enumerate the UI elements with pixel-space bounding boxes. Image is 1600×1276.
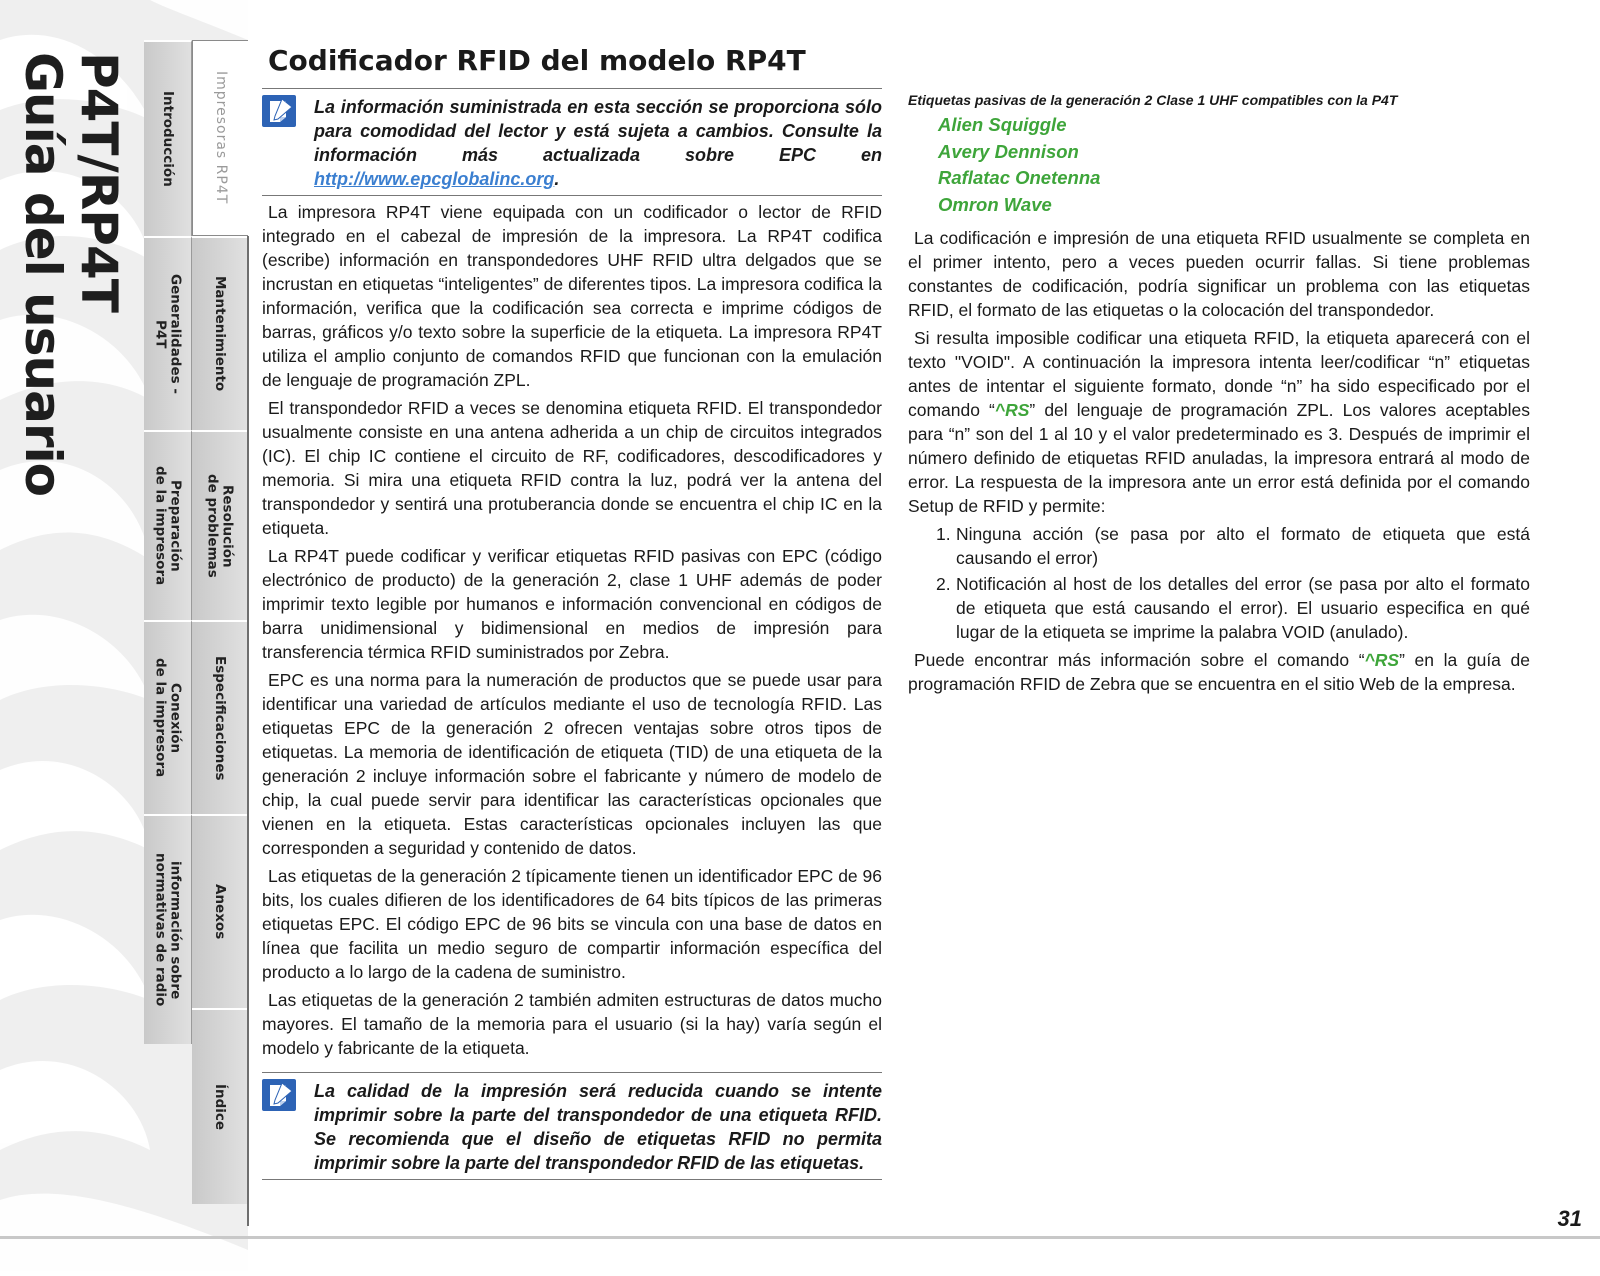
right-paragraph-2 (908, 326, 1530, 518)
tab-label: Mantenimiento (212, 276, 228, 392)
tab-conexion-impresora[interactable] (144, 620, 192, 814)
tab-label: Especificaciones (212, 655, 228, 781)
tab-especificaciones[interactable] (192, 620, 248, 814)
tab-label: Impresoras RP4T (213, 71, 229, 205)
tab-label: Preparación de la impresora (152, 466, 184, 586)
note-icon (262, 95, 296, 127)
note-bottom (262, 1072, 882, 1180)
tab-label: Resolución de problemas (204, 474, 236, 578)
rs-command: ^RS (994, 400, 1030, 420)
document-title (12, 52, 126, 572)
note-icon (262, 1079, 296, 1111)
paragraph-1: La impresora RP4T viene equipada con un codificador o lector de RFID integrado en el cabezal de impresión de la impresora. La RP4T codifica (escribe) información en transpondedores UHF RFID ultra delgados que se incrustan en etiquetas “inteligentes” de diferentes tipos. La impresora codifica la información, verifica que la codificación sea correcta e imprime códigos de barras, gráficos y/o texto sobre la superficie de la etiqueta. La impresora RP4T utiliza el amplio conjunto de comandos RFID que funcionan con la emulación de lenguaje de programación ZPL. (262, 202, 882, 390)
list-item (936, 572, 1530, 644)
note-bottom-text: La calidad de la impresión será reducida cuando se intente imprimir sobre la parte del transpondedor de una etiqueta RFID. Se recomienda que el diseño de etiquetas RFID no permita imprimir sobre la parte del transpondedor RFID de las etiquetas. (314, 1081, 882, 1173)
list-number: 1. (936, 524, 951, 544)
tab-label: Conexión de la impresora (152, 658, 184, 778)
right-p2-before: Si resulta imposible codificar una etiqueta RFID, la etiqueta aparecerá con el texto "VOID". A continuación la impresora intenta leer/codificar “n” etiquetas antes de intentar el siguiente formato, donde “n” ha sido especificado por el comando “ (908, 328, 1530, 420)
tab-label: información sobre normativas de radio (152, 853, 184, 1007)
right-paragraph-3 (908, 648, 1530, 696)
tab-label: Introducción (160, 91, 176, 187)
tab-label: Índice (212, 1083, 228, 1131)
note-top (262, 88, 882, 196)
list-text: Ninguna acción (se pasa por alto el formato de etiqueta que está causando el error) (956, 524, 1530, 568)
list-item: Alien Squiggle (938, 114, 1067, 135)
compatible-tags-heading: Etiquetas pasivas de la generación 2 Clase 1 UHF compatibles con la P4T (908, 92, 1398, 108)
right-column (908, 92, 1530, 696)
epcglobal-link[interactable]: http://www.epcglobalinc.org (314, 169, 555, 189)
left-column (262, 88, 882, 1180)
right-p3-after: ” en la guía de programación RFID de Zebra que se encuentra en el sitio Web de la empresa. (908, 650, 1530, 694)
list-item: Avery Dennison (938, 140, 1079, 162)
main-content (258, 40, 1568, 1240)
note-top-text: La información suministrada en esta sección se proporciona sólo para comodidad del lector y está sujeta a cambios. Consulte la información más actualizada sobre EPC en (314, 97, 882, 165)
paragraph-3: La RP4T puede codificar y verificar etiquetas RFID pasivas con EPC (código electrónico de producto) de la generación 2, clase 1 UHF además de poder imprimir texto legible por humanos e información convencional en códigos de barra unidimensional y bidimensional en medios de impresión para transferencia térmica RFID suministrados por Zebra. (262, 546, 882, 662)
paragraph-5: Las etiquetas de la generación 2 típicamente tienen un identificador EPC de 96 bits, los cuales difieren de los identificadores de 64 bits típicos de las primeras etiquetas EPC. El código EPC de 96 bits se vincula con una base de datos en línea que facilita un medio seguro de compartir información específica del producto a lo largo de la cadena de suministro. (262, 866, 882, 982)
compatible-tags-list (908, 112, 1530, 218)
right-paragraph-1: La codificación e impresión de una etiqueta RFID usualmente se completa en el primer intento, pero a veces pueden ocurrir fallas. Si tiene problemas constantes de codificación, podría significar un problema con las etiquetas RFID, el formato de las etiquetas o la colocación del transpondedor. (908, 228, 1530, 320)
tab-mantenimiento[interactable] (192, 236, 248, 430)
right-p3-before: Puede encontrar más información sobre el comando “ (914, 650, 1365, 670)
error-actions-list (908, 522, 1530, 644)
tab-resolucion-de-problemas[interactable] (192, 430, 248, 620)
paragraph-2: El transpondedor RFID a veces se denomina etiqueta RFID. El transpondedor usualmente consiste en una antena adherida a un chip de circuitos integrados (IC). El chip IC contiene el circuito de RF, codificadores, descodificadores y memoria. Si mira una etiqueta RFID contra la luz, podrá ver la antena del transpondedor y sentirá una protuberancia donde se encuentra el chip IC en la etiqueta. (262, 398, 882, 538)
list-text: Notificación al host de los detalles del error (se pasa por alto el formato de etiqueta que está causando el error). El usuario especifica en qué lugar de la etiqueta se imprime la palabra VOID (anulado). (956, 574, 1530, 642)
tab-indice[interactable] (192, 1008, 248, 1204)
tab-preparacion-impresora[interactable] (144, 430, 192, 620)
tab-generalidades-p4t[interactable] (144, 236, 192, 430)
tab-normativas-radio[interactable] (144, 814, 192, 1044)
section-tabs (144, 40, 250, 1225)
footer-rule (0, 1236, 1600, 1239)
tab-anexos[interactable] (192, 814, 248, 1008)
tab-introduccion[interactable] (144, 40, 192, 236)
paragraph-4: EPC es una norma para la numeración de productos que se puede usar para identificar una variedad de artículos mediante el uso de tecnología RFID. Las etiquetas EPC de la generación 2 ofrecen ventajas sobre otros tipos de etiquetas. La memoria de identificación de etiqueta (TID) de una etiqueta de la generación 2 incluye información sobre el fabricante y número de modelo de chip, la cual puede servir para identificar las características opcionales que vienen en la etiqueta. Estas características opcionales incluyen las que corresponden a seguridad y contenido de datos. (262, 670, 882, 858)
document-title-line2: Guía del usuario (14, 52, 72, 497)
right-p2-after: ” del lenguaje de programación ZPL. Los valores aceptables para “n” son del 1 al 10 y el valor predeterminado es 3. Después de imprimir el número definido de etiquetas RFID anuladas, la impresora entrará al modo de error. La respuesta de la impresora ante un error está definida por el comando Setup de RFID y permite: (908, 400, 1530, 516)
page-number: 31 (1557, 1206, 1582, 1231)
list-number: 2. (936, 574, 951, 594)
list-item (936, 522, 1530, 570)
sidebar-edge-line (247, 236, 249, 1226)
list-item: Raflatac Onetenna (938, 167, 1101, 188)
document-title-line1: P4T/RP4T (70, 52, 128, 312)
list-item: Omron Wave (938, 193, 1052, 215)
tab-label: Generalidades - P4T (152, 274, 184, 394)
note-top-after: . (554, 169, 560, 189)
rs-command: ^RS (1364, 650, 1400, 670)
paragraph-6: Las etiquetas de la generación 2 también admiten estructuras de datos mucho mayores. El tamaño de la memoria para el usuario (si la hay) varía según el modelo y fabricante de la etiqueta. (262, 990, 882, 1058)
page-title: Codificador RFID del modelo RP4T (268, 44, 806, 77)
tab-impresoras-rp4t[interactable] (192, 40, 248, 236)
tab-label: Anexos (212, 884, 228, 940)
